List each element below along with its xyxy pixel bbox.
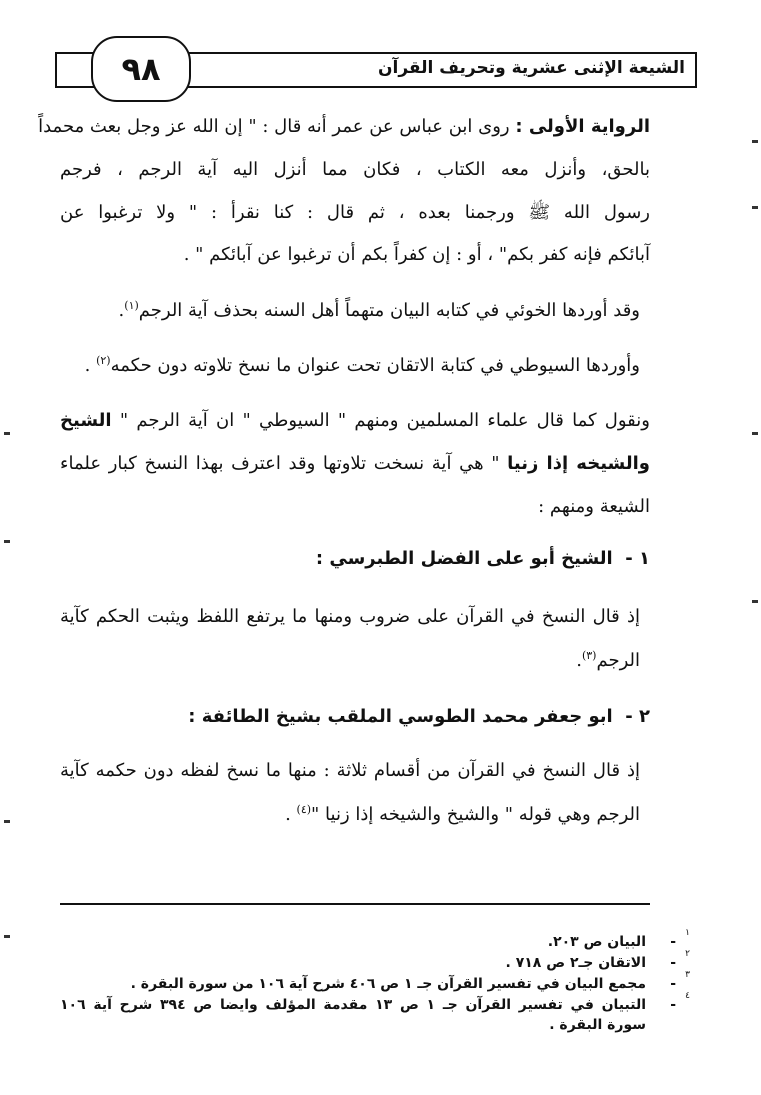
book-title: الشيعة الإثنى عشرية وتحريف القرآن	[378, 58, 685, 78]
text-line: الرواية الأولى : روى ابن عباس عن عمر أنه قال : " إن الله عز وجل بعث محمداً	[38, 116, 650, 137]
footnote-separator	[60, 903, 650, 905]
margin-speck	[752, 432, 758, 435]
paragraph-suyuti	[60, 355, 650, 385]
running-header	[55, 42, 697, 88]
footnote-item: ٣ - مجمع البيان في تفسير القرآن جـ ١ ص ٤٠٦ شرح آية ١٠٦ من سورة البقرة .	[130, 970, 690, 992]
footnote-ref-2: (٢)	[96, 354, 111, 367]
margin-speck	[4, 820, 10, 823]
item-1-quote	[60, 608, 650, 678]
footnote-item: ٤ - التبيان في تفسير القرآن جـ ١ ص ١٣ مقدمة المؤلف وايضا ص ٣٩٤ شرح آية ١٠٦	[60, 991, 690, 1013]
paragraph-narration	[38, 116, 650, 268]
item-2-heading	[60, 708, 650, 738]
footnote-ref-1: (١)	[124, 299, 139, 312]
footnote-item: ١ - البيان ص ٢٠٣.	[547, 928, 690, 950]
item-number: ١ -	[625, 548, 650, 569]
paragraph-khoei	[60, 300, 650, 330]
text-line: رسول الله ﷺ ورجمنا بعده ، ثم قال : كنا نقرأ : " ولا ترغبوا عن	[60, 202, 650, 223]
text-line: وأوردها السيوطي في كتابة الاتقان تحت عنوان ما نسخ تلاوته دون حكمه$^{(٢)}$ .	[84, 354, 640, 376]
text-line: الرجم وهي قوله " والشيخ والشيخه إذا زنيا "$^{(٤)}$ .	[285, 803, 640, 825]
text-line: آبائكم فإنه كفر بكم" ، أو : إن كفراً بكم أن ترغبوا عن آبائكم " .	[183, 244, 650, 265]
item-number: ٢ -	[625, 706, 650, 727]
text-line: وقد أوردها الخوئي في كتابه البيان متهماً أهل السنه بحذف آية الرجم$^{(١)}$.	[118, 299, 640, 321]
page-number: ٩٨	[91, 36, 191, 102]
footnote-item: ٢ - الاتقان جـ٢ ص ٧١٨ .	[505, 949, 690, 971]
narration-heading: الرواية الأولى :	[515, 116, 650, 137]
footnote-ref-3: (٣)	[581, 649, 597, 662]
scholar-name: الشيخ أبو على الفضل الطبرسي :	[315, 548, 613, 569]
text-line: بالحق، وأنزل معه الكتاب ، فكان مما أنزل اليه آية الرجم ، فرجم	[60, 159, 650, 180]
text-line: الشيعة ومنهم :	[538, 496, 650, 517]
margin-speck	[4, 432, 10, 435]
margin-speck	[4, 935, 10, 938]
text-line: الرجم$^{(٣)}$.	[576, 649, 640, 671]
item-2-quote	[60, 762, 650, 832]
paragraph-scholars	[60, 412, 650, 522]
margin-speck	[752, 600, 758, 603]
scholar-name: ابو جعفر محمد الطوسي الملقب بشيخ الطائفة :	[188, 706, 613, 727]
margin-speck	[752, 206, 758, 209]
header-rule-left	[55, 52, 57, 88]
margin-speck	[752, 140, 758, 143]
margin-speck	[4, 540, 10, 543]
item-1-heading	[60, 550, 650, 580]
text-line: إذ قال النسخ في القرآن من أقسام ثلاثة : منها ما نسخ لفظه دون حكمه كآية	[60, 760, 640, 781]
header-rule-right	[695, 52, 697, 88]
footnote-item-continued: سورة البقرة .	[549, 1017, 646, 1033]
text-line: ونقول كما قال علماء المسلمين ومنهم " السيوطي " ان آية الرجم " الشيخ	[60, 410, 650, 431]
text-line: إذ قال النسخ في القرآن على ضروب ومنها ما يرتفع اللفظ ويثبت الحكم كآية	[60, 606, 640, 627]
text-line: والشيخه إذا زنيا " هي آية نسخت تلاوتها وقد اعترف بهذا النسخ كبار علماء	[60, 453, 650, 474]
footnote-ref-4: (٤)	[296, 803, 312, 816]
